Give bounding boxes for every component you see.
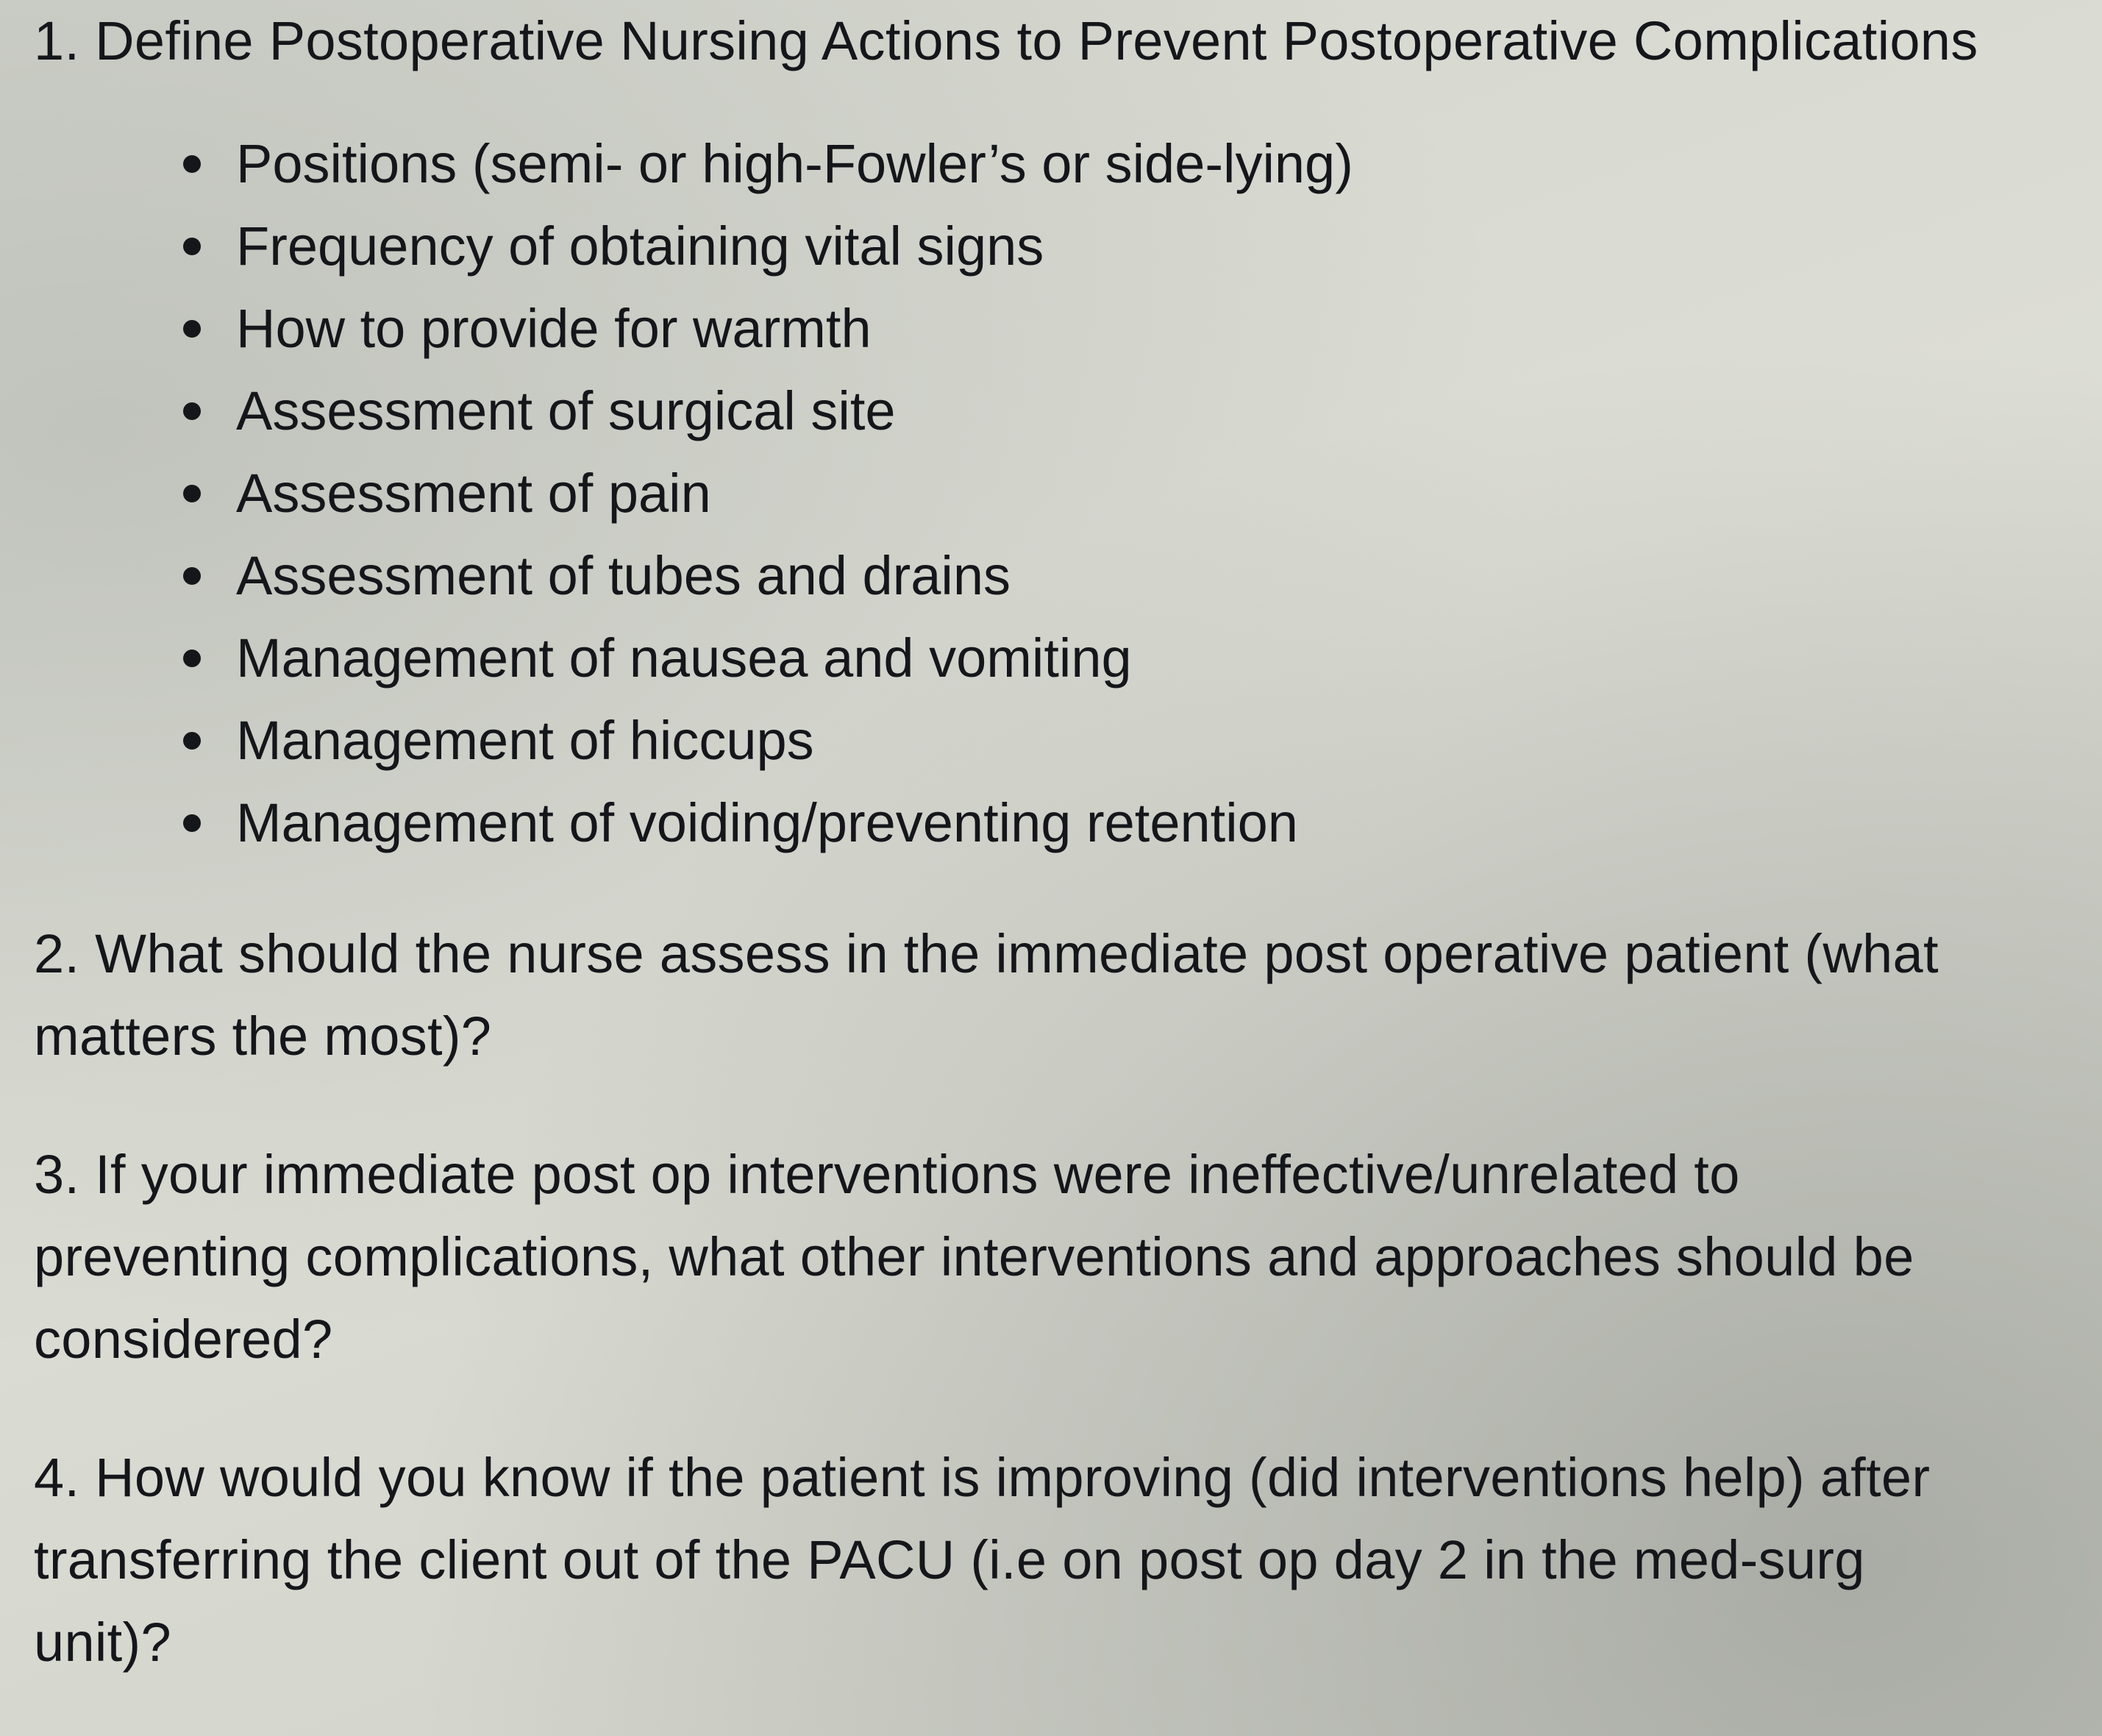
bullet-icon: [183, 732, 201, 750]
list-item-text: Management of nausea and vomiting: [236, 627, 1132, 689]
bullet-icon: [183, 320, 201, 338]
question-3-line-1: 3. If your immediate post op interventions were ineffective/unrelated to: [34, 1143, 1740, 1205]
bullet-icon: [183, 650, 201, 667]
question-3: [34, 1134, 2078, 1381]
list-item: [148, 370, 2078, 452]
question-2-line-1: 2. What should the nurse assess in the immediate post operative patient (what: [34, 922, 1939, 984]
list-item: [148, 205, 2078, 288]
list-item: [148, 535, 2078, 617]
list-item-text: Positions (semi- or high-Fowler’s or side-lying): [236, 132, 1353, 194]
bullet-icon: [183, 814, 201, 832]
list-item-text: Management of hiccups: [236, 709, 814, 771]
bullet-icon: [183, 402, 201, 420]
list-item: [148, 123, 2078, 205]
question-3-line-2: preventing complications, what other interventions and approaches should be: [34, 1225, 1914, 1287]
list-item: [148, 288, 2078, 370]
question-4-line-1: 4. How would you know if the patient is improving (did interventions help) after: [34, 1446, 1931, 1508]
bullet-icon: [183, 485, 201, 502]
question-4-line-3: unit)?: [34, 1611, 171, 1673]
question-4: [34, 1437, 2078, 1684]
list-item-text: Frequency of obtaining vital signs: [236, 215, 1044, 277]
question-3-line-3: considered?: [34, 1308, 333, 1370]
bullet-icon: [183, 238, 201, 255]
list-item-text: Assessment of surgical site: [236, 380, 896, 441]
document: [34, 9, 2078, 1684]
list-item: [148, 700, 2078, 782]
list-item-text: Assessment of tubes and drains: [236, 544, 1011, 606]
nursing-actions-list: [34, 123, 2078, 864]
question-2-line-2: matters the most)?: [34, 1005, 492, 1067]
list-item: [148, 452, 2078, 535]
list-item: [148, 782, 2078, 864]
list-item-text: Management of voiding/preventing retention: [236, 791, 1298, 853]
list-item-text: Assessment of pain: [236, 462, 711, 524]
bullet-icon: [183, 567, 201, 585]
bullet-icon: [183, 155, 201, 173]
list-item: [148, 617, 2078, 700]
question-2: [34, 913, 2078, 1078]
list-item-text: How to provide for warmth: [236, 297, 872, 359]
question-4-line-2: transferring the client out of the PACU (i.e on post op day 2 in the med-surg: [34, 1529, 1865, 1590]
section-1-heading: 1. Define Postoperative Nursing Actions to Prevent Postoperative Complications: [34, 10, 1978, 71]
